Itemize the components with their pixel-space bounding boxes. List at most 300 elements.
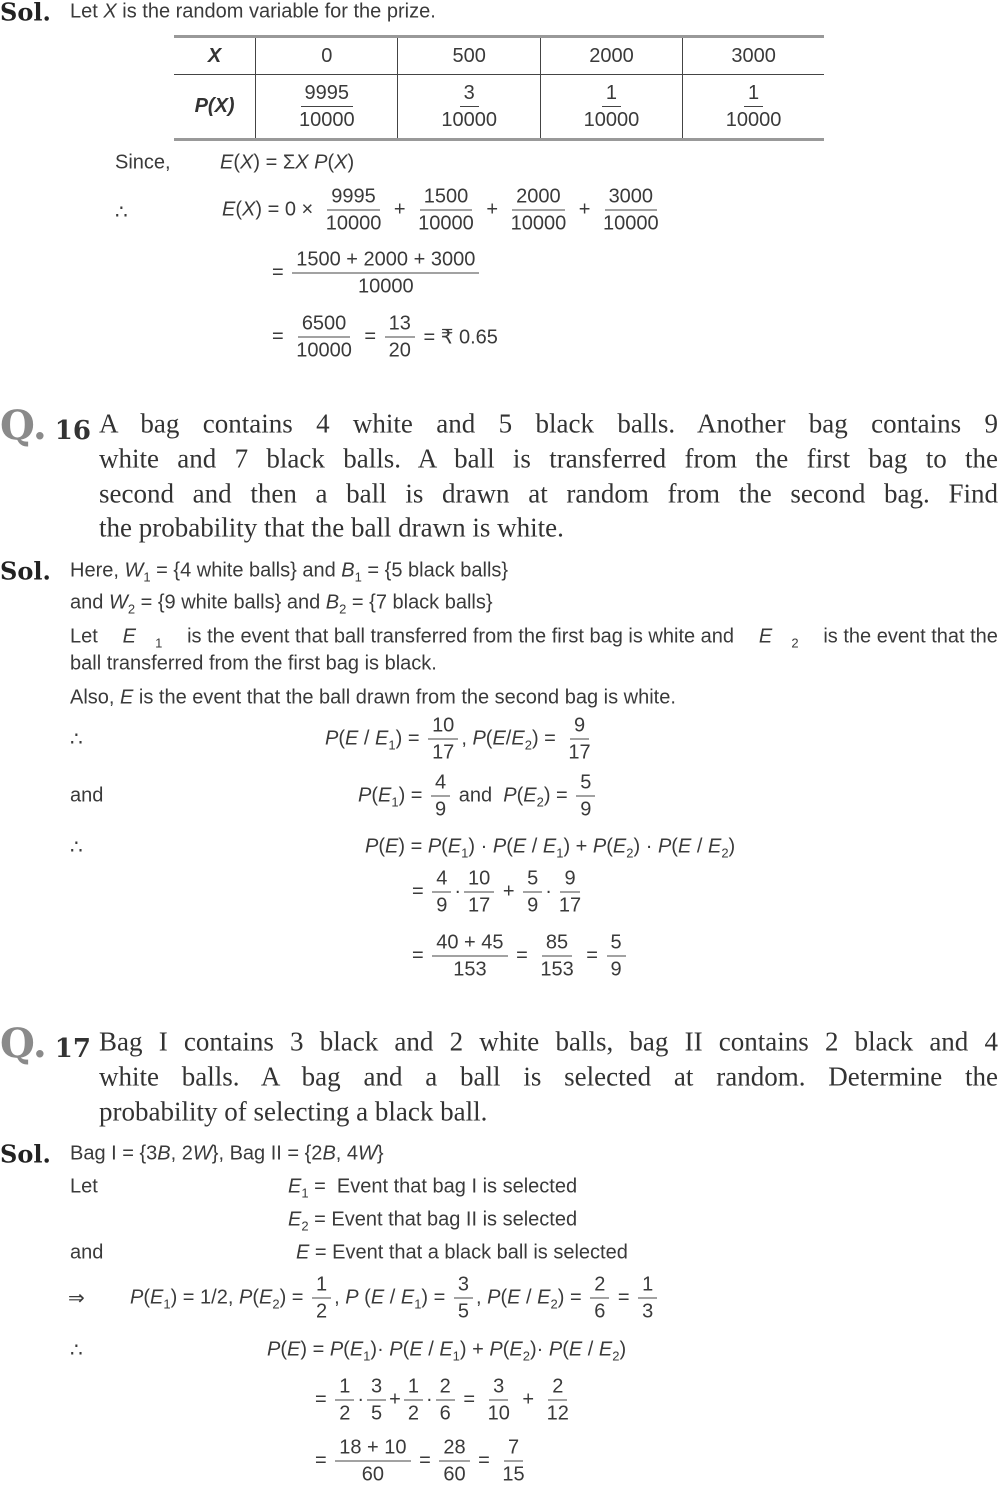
math-text: =	[272, 325, 290, 348]
math-text: is the event that the ball drawn from the second bag is white.	[133, 686, 676, 709]
denominator	[354, 274, 418, 299]
math-text: 5	[371, 1402, 383, 1425]
denominator	[564, 740, 594, 765]
math-text: 12	[546, 1402, 569, 1425]
math-text: /	[691, 835, 708, 858]
math-text: 2	[594, 1273, 606, 1296]
numerator	[548, 1375, 567, 1401]
math-subscript: 1	[388, 737, 396, 753]
math-variable: E	[258, 1286, 273, 1309]
math-text: 4	[436, 867, 448, 890]
math-subscript: 2	[791, 635, 799, 651]
math-text: (	[516, 784, 524, 807]
denominator	[432, 893, 451, 918]
math-text: 13	[388, 312, 411, 335]
math-subscript: 1	[556, 845, 564, 861]
table-row-px	[174, 75, 824, 140]
numerator	[428, 714, 458, 740]
math-text: ) =	[300, 1338, 330, 1361]
fraction	[722, 81, 786, 132]
fraction	[523, 867, 542, 918]
math-variable: E	[288, 1175, 302, 1198]
denominator	[358, 1462, 388, 1487]
math-text: 10000	[510, 212, 567, 235]
math-text: )·	[370, 1338, 390, 1361]
math-text: 9	[435, 798, 447, 821]
math-variable: E	[512, 835, 527, 858]
math-text: (	[358, 1286, 371, 1309]
math-variable: E	[122, 625, 136, 648]
numerator: 1	[602, 81, 621, 107]
math-subscript: 2	[536, 794, 544, 810]
math-variable: E	[345, 727, 359, 750]
math-variable: P	[345, 1286, 359, 1309]
fraction	[599, 185, 663, 236]
fraction	[312, 1273, 331, 1324]
math-text: +	[573, 198, 596, 221]
math-text: 10	[468, 867, 491, 890]
math-subscript: 1	[163, 1296, 171, 1312]
therefore-symbol: ∴	[70, 1339, 83, 1362]
math-text: = {9 white balls} and	[135, 591, 326, 614]
math-text: =	[358, 325, 382, 348]
math-text: 5	[610, 931, 622, 954]
math-variable: E	[568, 1338, 583, 1361]
equation-line	[315, 1375, 576, 1426]
math-variable: E	[400, 1286, 415, 1309]
math-text: = ₹ 0.65	[417, 326, 498, 349]
math-text: ,	[334, 1286, 346, 1309]
fraction	[431, 771, 450, 822]
math-text: (	[371, 784, 379, 807]
math-text: (	[506, 835, 513, 858]
math-variable: E	[287, 1338, 301, 1361]
math-text: 10000	[603, 212, 659, 235]
math-variable: B	[322, 1142, 336, 1165]
denominator: 10000	[441, 109, 497, 131]
math-text: /	[526, 835, 543, 858]
table-cell	[398, 75, 540, 140]
math-text: 10000	[325, 212, 382, 235]
math-text: 6500	[301, 312, 347, 335]
math-text: 5	[580, 771, 592, 794]
math-variable: P	[489, 1338, 503, 1361]
math-text: 2	[339, 1402, 351, 1425]
numerator	[439, 1436, 469, 1462]
math-variable: P	[427, 835, 442, 858]
math-variable: W	[124, 559, 144, 582]
denominator	[638, 1299, 657, 1324]
solution-text	[70, 626, 998, 649]
denominator	[464, 893, 494, 918]
math-subscript: 2	[524, 737, 532, 753]
denominator	[436, 1401, 455, 1426]
math-text: /	[422, 1338, 440, 1361]
table-cell	[256, 75, 398, 140]
math-subscript: 1	[354, 569, 362, 585]
numerator	[335, 1436, 410, 1462]
math-text: 6	[594, 1300, 606, 1323]
math-variable: E	[370, 1286, 385, 1309]
math-text: 3	[642, 1300, 654, 1323]
math-text: +	[388, 198, 412, 221]
math-text: ) =	[421, 1286, 451, 1309]
math-text: is the event that the	[817, 625, 998, 648]
math-subscript: 2	[522, 1348, 530, 1364]
fraction	[543, 1375, 573, 1426]
math-subscript: 1	[143, 569, 151, 585]
math-text: 9	[610, 958, 622, 981]
equation-line	[272, 248, 482, 299]
question-text: Bag I contains 3 black and 2 white balls, bag II contains 2 black and 4	[99, 1026, 998, 1057]
numerator	[464, 867, 494, 893]
fraction	[498, 1436, 528, 1487]
question-text-line	[99, 409, 998, 440]
question-text: A bag contains 4 white and 5 black balls. Another bag contains 9	[99, 408, 998, 439]
math-variable: E	[349, 1338, 364, 1361]
math-subscript: 2	[272, 1296, 280, 1312]
math-subscript: 2	[301, 1218, 309, 1234]
math-variable: E	[537, 1286, 551, 1309]
equation-line	[412, 931, 629, 982]
fraction	[507, 185, 571, 236]
math-text: 20	[388, 339, 411, 362]
denominator	[449, 957, 490, 982]
math-text: 5	[457, 1300, 469, 1323]
fraction	[464, 867, 494, 918]
math-variable: P	[472, 727, 486, 750]
table-cell: 3000	[683, 37, 824, 75]
math-subscript: 2	[626, 845, 634, 861]
numerator: 1	[744, 81, 763, 107]
question-text-line	[99, 479, 998, 510]
math-text: ) =	[531, 727, 562, 750]
math-subscript: 1	[461, 845, 469, 861]
math-text: 4	[435, 771, 447, 794]
fraction	[404, 1375, 423, 1426]
math-text: =	[315, 1388, 333, 1411]
math-text: and	[70, 591, 109, 614]
math-variable: P	[492, 835, 507, 858]
question-16-header	[0, 402, 91, 449]
math-text: ,	[476, 1286, 488, 1309]
math-text: /	[505, 727, 512, 750]
question-number: 16	[54, 416, 91, 446]
question-text-line	[99, 1062, 998, 1093]
question-marker: Q.	[0, 402, 47, 449]
math-variable: E	[447, 835, 462, 858]
math-text: 9	[573, 714, 586, 737]
math-text: 153	[540, 958, 574, 981]
math-text: 18 + 10	[339, 1436, 407, 1459]
numerator	[605, 185, 658, 211]
math-text: 10000	[418, 212, 474, 235]
math-subscript: 2	[550, 1296, 558, 1312]
math-variable: X	[240, 151, 254, 174]
numerator	[489, 1375, 508, 1401]
math-variable: E	[150, 1286, 164, 1309]
math-variable: E	[542, 835, 557, 858]
numerator	[367, 1375, 386, 1401]
denominator	[576, 797, 595, 822]
question-text-line	[99, 1097, 998, 1128]
math-text: }	[376, 1142, 384, 1165]
math-text: =	[315, 1449, 333, 1472]
fraction	[428, 714, 458, 765]
math-subscript: 1	[363, 1348, 371, 1364]
math-variable: P	[314, 151, 328, 174]
math-text: and	[453, 784, 504, 807]
denominator	[543, 1401, 573, 1426]
math-text: =	[457, 1388, 481, 1411]
math-text: )	[728, 835, 736, 858]
equation-line	[412, 867, 588, 918]
fraction	[335, 1436, 410, 1487]
math-subscript: 1	[391, 794, 399, 810]
fraction	[432, 867, 451, 918]
math-text: 28	[443, 1436, 466, 1459]
math-text: }, Bag II = {2	[211, 1142, 323, 1165]
fraction	[322, 185, 386, 236]
math-text: ) =	[557, 1286, 588, 1309]
math-text: = {5 black balls}	[361, 559, 509, 582]
math-text: +	[516, 1388, 540, 1411]
math-text: 15	[502, 1463, 525, 1486]
let-label: Let	[70, 1175, 98, 1198]
math-text: (	[338, 727, 346, 750]
denominator	[484, 1401, 514, 1426]
denominator	[414, 211, 478, 236]
math-variable: X	[103, 0, 117, 23]
numerator	[607, 931, 626, 957]
fraction	[292, 312, 356, 363]
math-variable: E	[523, 784, 537, 807]
math-subscript: 1	[301, 1185, 309, 1201]
math-text: ) = 1/2,	[170, 1286, 239, 1309]
question-text-line	[99, 444, 998, 475]
denominator: 10000	[583, 109, 640, 131]
math-text: )·	[529, 1338, 549, 1361]
event-definition	[288, 1176, 577, 1199]
math-text: 2	[439, 1375, 451, 1398]
fraction	[536, 931, 577, 982]
denominator	[454, 1299, 473, 1324]
math-text: ) =	[395, 727, 426, 750]
table-cell: 500	[398, 37, 540, 75]
math-text: , 4	[335, 1142, 359, 1165]
question-marker: Q.	[0, 1020, 47, 1067]
math-text: ·	[545, 880, 552, 903]
math-text: (	[500, 1286, 508, 1309]
math-text: /	[358, 727, 376, 750]
equation-line	[315, 1436, 532, 1487]
math-text: (	[252, 1286, 259, 1309]
therefore-symbol: ∴	[70, 728, 83, 751]
math-text: (	[143, 1286, 151, 1309]
solution-text	[70, 592, 493, 615]
question-number: 17	[54, 1034, 91, 1064]
math-text: 10	[487, 1402, 510, 1425]
math-text: /	[582, 1338, 599, 1361]
math-variable: E	[220, 151, 234, 174]
fraction	[436, 1375, 455, 1426]
event-definition	[296, 1242, 628, 1265]
math-text: ) =	[543, 784, 574, 807]
math-text: (	[671, 835, 678, 858]
math-text: Also,	[70, 686, 121, 709]
math-variable: P	[130, 1286, 144, 1309]
math-variable: P	[329, 1338, 344, 1361]
math-text: 1500	[423, 185, 469, 208]
math-variable: E	[758, 625, 773, 648]
fraction	[414, 185, 478, 236]
math-variable: B	[341, 559, 355, 582]
equation-line	[267, 1339, 626, 1362]
math-variable: E	[598, 1338, 613, 1361]
question-17-header	[0, 1020, 91, 1067]
math-variable: P	[592, 835, 607, 858]
math-text: 9995	[331, 185, 376, 208]
math-variable: X	[295, 151, 309, 174]
numerator: 9995	[301, 81, 354, 107]
math-variable: X	[242, 198, 256, 221]
math-text: ) =	[279, 1286, 310, 1309]
math-text: =	[612, 1286, 636, 1309]
numerator	[504, 1436, 523, 1462]
numerator	[335, 1375, 354, 1401]
math-text: 6	[439, 1402, 451, 1425]
denominator	[523, 893, 542, 918]
numerator	[431, 771, 450, 797]
math-variable: P	[487, 1286, 501, 1309]
numerator	[512, 185, 565, 211]
math-subscript: 2	[339, 601, 347, 617]
since-label: Since,	[115, 151, 171, 174]
and-label: and	[70, 1241, 104, 1264]
math-text: (	[485, 727, 493, 750]
solution-text	[70, 653, 437, 676]
equation-line	[358, 771, 598, 822]
numerator	[312, 1273, 331, 1299]
numerator	[638, 1273, 657, 1299]
math-variable: E	[375, 727, 389, 750]
implies-symbol: ⇒	[68, 1287, 85, 1310]
numerator	[385, 312, 415, 338]
solution-text	[70, 687, 676, 710]
math-variable: P	[365, 835, 379, 858]
equation-line	[130, 1273, 660, 1324]
math-variable: E	[296, 1241, 310, 1264]
math-text: = Event that a black ball is selected	[309, 1241, 628, 1264]
numerator	[292, 248, 479, 274]
math-text: ·	[357, 1388, 365, 1411]
solution-text	[70, 560, 508, 583]
row-header-px: P(X)	[174, 75, 256, 140]
math-text: 60	[361, 1463, 385, 1486]
math-variable: P	[657, 835, 672, 858]
math-text: (	[606, 835, 613, 858]
math-text: (	[280, 1338, 288, 1361]
math-text: ·	[454, 880, 462, 903]
math-text: 17	[568, 741, 591, 764]
numerator	[436, 1375, 455, 1401]
question-text-line	[99, 1027, 998, 1058]
numerator	[590, 1273, 609, 1299]
numerator	[420, 185, 473, 211]
event-definition	[288, 1209, 577, 1232]
math-text: ) = Σ	[253, 151, 296, 174]
math-text: (	[441, 835, 448, 858]
fraction	[295, 81, 359, 132]
math-variable: B	[325, 591, 340, 614]
denominator	[607, 957, 626, 982]
solution-text	[70, 1143, 384, 1166]
denominator	[507, 211, 571, 236]
denominator: 10000	[725, 109, 782, 131]
numerator	[432, 867, 451, 893]
denominator	[431, 797, 450, 822]
math-text: )	[347, 151, 355, 174]
math-variable: P	[389, 1338, 403, 1361]
math-text: =	[412, 944, 430, 967]
denominator	[312, 1299, 331, 1324]
denominator	[590, 1299, 609, 1324]
math-text: 2000	[516, 185, 561, 208]
fraction	[576, 771, 595, 822]
math-text: 17	[468, 894, 491, 917]
numerator	[298, 312, 351, 338]
math-text: 3000	[608, 185, 654, 208]
fraction	[292, 248, 479, 299]
sol-label: Sol.	[0, 0, 51, 27]
math-text: , 2	[170, 1142, 193, 1165]
math-text: 1	[407, 1375, 419, 1398]
equation-line	[365, 836, 735, 859]
question-text: white and 7 black balls. A ball is transferred from the first bag to the	[99, 443, 998, 474]
fraction	[439, 1436, 469, 1487]
math-text: (	[235, 198, 243, 221]
denominator: 10000	[298, 109, 355, 131]
math-variable: E	[677, 835, 692, 858]
math-subscript: 2	[127, 601, 136, 617]
fraction	[335, 1375, 354, 1426]
question-text-line	[99, 513, 998, 544]
equation-line	[222, 185, 666, 236]
math-text: ball transferred from the first bag is black.	[70, 652, 437, 675]
math-variable: B	[157, 1142, 171, 1165]
math-text: ) +	[563, 835, 593, 858]
math-variable: X	[334, 151, 348, 174]
numerator	[523, 867, 542, 893]
fraction	[638, 1273, 657, 1324]
numerator	[404, 1375, 423, 1401]
math-text: )	[619, 1338, 627, 1361]
math-text: (	[502, 1338, 510, 1361]
math-variable: P	[503, 784, 517, 807]
fraction	[367, 1375, 386, 1426]
math-text: =	[472, 1449, 496, 1472]
math-text: 17	[558, 894, 582, 917]
table-cell: 0	[256, 37, 398, 75]
math-variable: E	[511, 727, 525, 750]
math-text: 9	[527, 894, 539, 917]
math-variable: E	[222, 198, 236, 221]
math-text: 60	[443, 1463, 466, 1486]
equation-line	[325, 714, 598, 765]
math-text: 2	[407, 1402, 419, 1425]
table-cell: 2000	[540, 37, 682, 75]
math-text: 1	[339, 1375, 351, 1398]
